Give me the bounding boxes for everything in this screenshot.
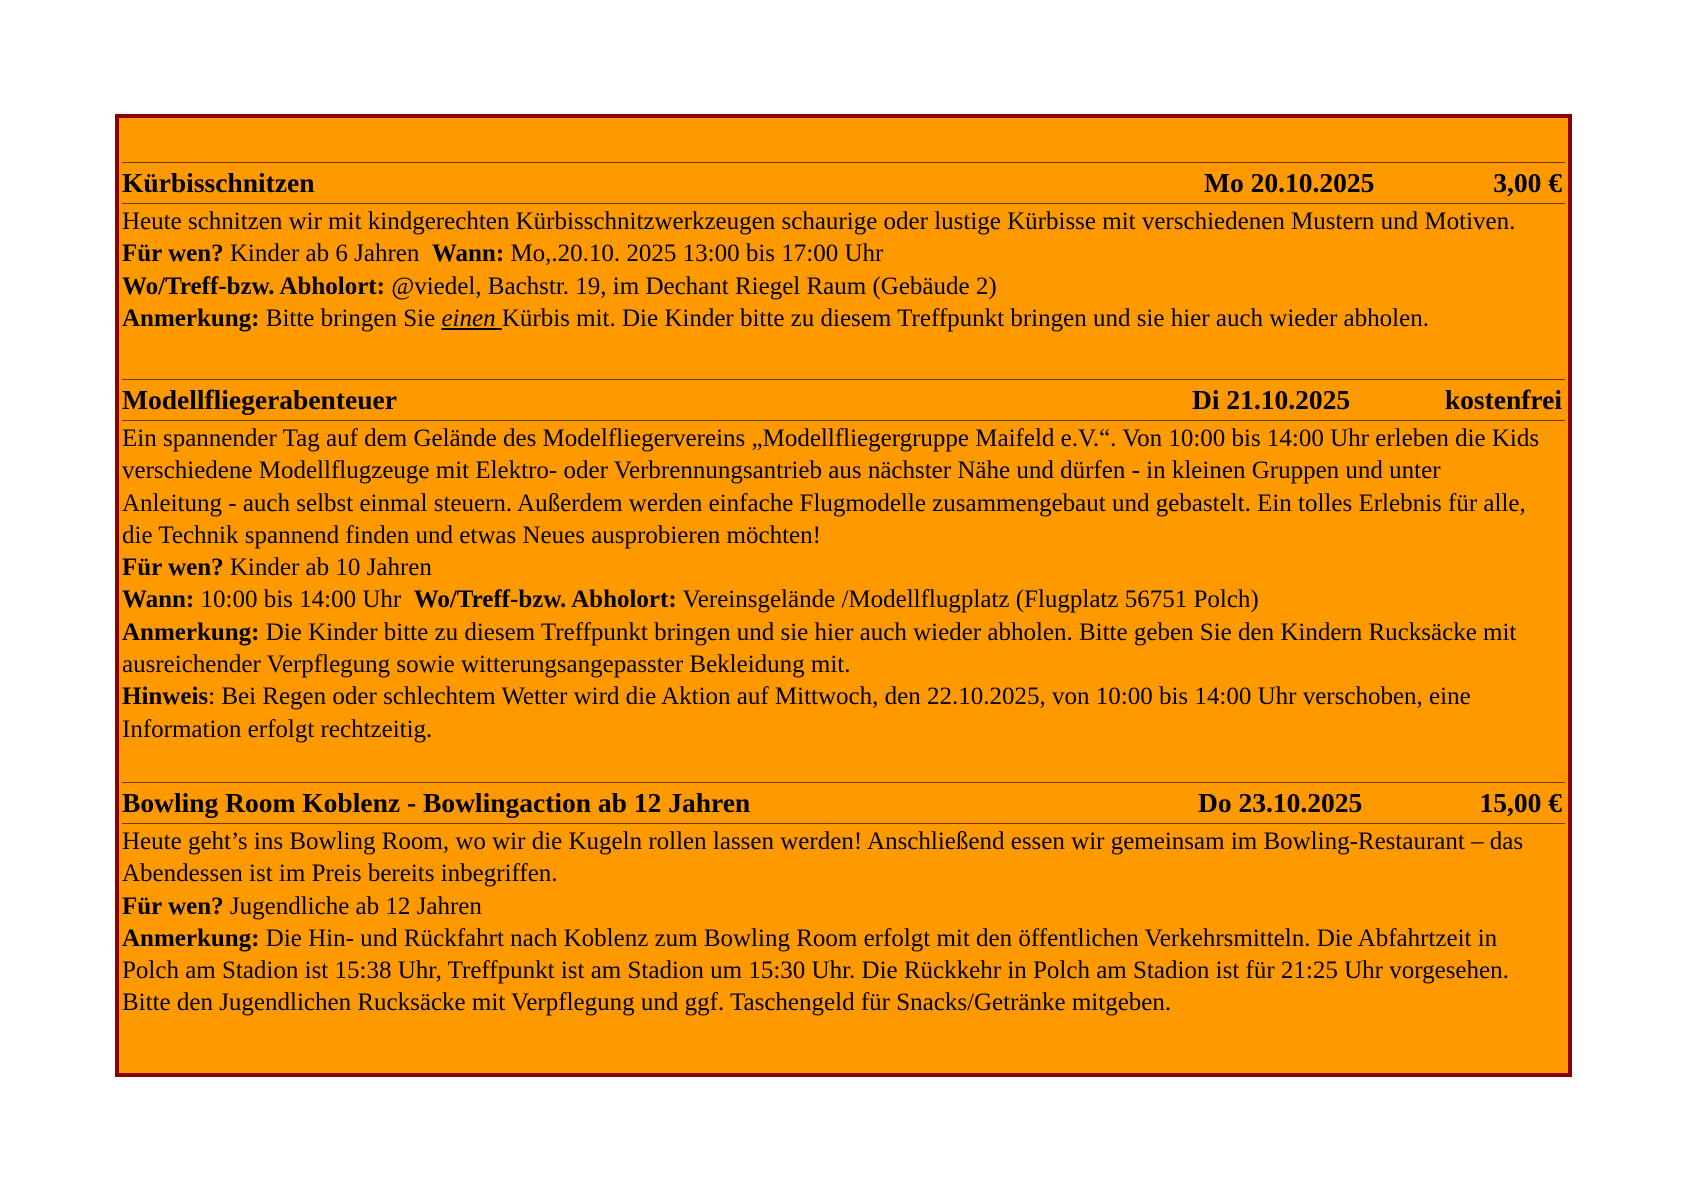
event-modellflieger [122, 379, 1565, 746]
event-title: Kürbisschnitzen [122, 167, 315, 198]
event-header [122, 782, 1565, 824]
event-bowling [122, 782, 1565, 1020]
event-hint: Hinweis: Bei Regen oder schlechtem Wetter wird die Aktion auf Mittwoch, den 22.10.2025, von 10:00 bis 14:00 Uhr verschoben, eine Information erfolgt rechtzeitig. [122, 683, 1471, 743]
event-header [122, 379, 1565, 421]
event-title: Modellfliegerabenteuer [122, 384, 397, 415]
event-description: Heute schnitzen wir mit kindgerechten Kürbisschnitzwerkzeugen schaurige oder lustige Kürbisse mit verschiedenen Mustern und Motiven. Für wen? Kinder ab 6 Jahren Wann: Mo,.20.10. 2025 13:00 bis 17:00 Uhr [122, 208, 1516, 268]
event-location: Wo/Treff-bzw. Abholort: @viedel, Bachstr. 19, im Dechant Riegel Raum (Gebäude 2) [122, 272, 997, 300]
event-body [122, 206, 1565, 335]
event-price: 3,00 € [1493, 167, 1562, 198]
event-header [122, 162, 1565, 204]
program-box [115, 114, 1572, 1077]
event-description: Ein spannender Tag auf dem Gelände des Modelfliegervereins „Modellfliegergruppe Maifeld e.V.“. Von 10:00 bis 14:00 Uhr erleben die Kids verschiedene Modellflugzeuge mit Elektro- oder Verbrennungsantrieb aus nächster Nähe und dürfen - in kleinen Gruppen und unter Anleitung - auch selbst einmal steuern. Außerdem werden einfache Flugmodelle zusammengebaut und gebastelt. Ein tolles Erlebnis für alle, die Technik spannend finden und etwas Neues ausprobieren möchten! [122, 425, 1540, 549]
event-date: Mo 20.10.2025 [1204, 167, 1375, 198]
event-kuerbisschnitzen [122, 162, 1565, 335]
event-description: Heute geht’s ins Bowling Room, wo wir die Kugeln rollen lassen werden! Anschließend essen wir gemeinsam im Bowling-Restaurant – das Abendessen ist im Preis bereits inbegriffen. [122, 828, 1524, 888]
event-body [122, 826, 1565, 1020]
event-remark: Anmerkung: Die Hin- und Rückfahrt nach Koblenz zum Bowling Room erfolgt mit den öffentlichen Verkehrsmitteln. Die Abfahrtzeit in Polch am Stadion ist 15:38 Uhr, Treffpunkt ist am Stadion um 15:30 Uhr. Die Rückkehr in Polch am Stadion ist für 21:25 Uhr vorgesehen. Bitte den Jugendlichen Rucksäcke mit Verpflegung und ggf. Taschengeld für Snacks/Getränke mitgeben. [122, 924, 1509, 1017]
event-body [122, 423, 1565, 746]
event-date: Di 21.10.2025 [1192, 384, 1351, 415]
event-audience: Für wen? Kinder ab 10 Jahren [122, 554, 432, 582]
event-price: 15,00 € [1479, 787, 1562, 818]
event-date: Do 23.10.2025 [1198, 787, 1363, 818]
event-remark: Anmerkung: Bitte bringen Sie einen Kürbis mit. Die Kinder bitte zu diesem Treffpunkt bringen und sie hier auch wieder abholen. [122, 304, 1429, 332]
event-audience: Für wen? Jugendliche ab 12 Jahren [122, 892, 482, 920]
event-price: kostenfrei [1444, 384, 1562, 415]
event-title: Bowling Room Koblenz - Bowlingaction ab 12 Jahren [122, 787, 751, 818]
event-time-location: Wann: 10:00 bis 14:00 Uhr Wo/Treff-bzw. Abholort: Vereinsgelände /Modellflugplatz (Flugplatz 56751 Polch) [122, 586, 1259, 614]
event-remark: Anmerkung: Die Kinder bitte zu diesem Treffpunkt bringen und sie hier auch wieder abholen. Bitte geben Sie den Kindern Rucksäcke mit ausreichender Verpflegung sowie witterungsangepasster Bekleidung mit. [122, 618, 1517, 679]
